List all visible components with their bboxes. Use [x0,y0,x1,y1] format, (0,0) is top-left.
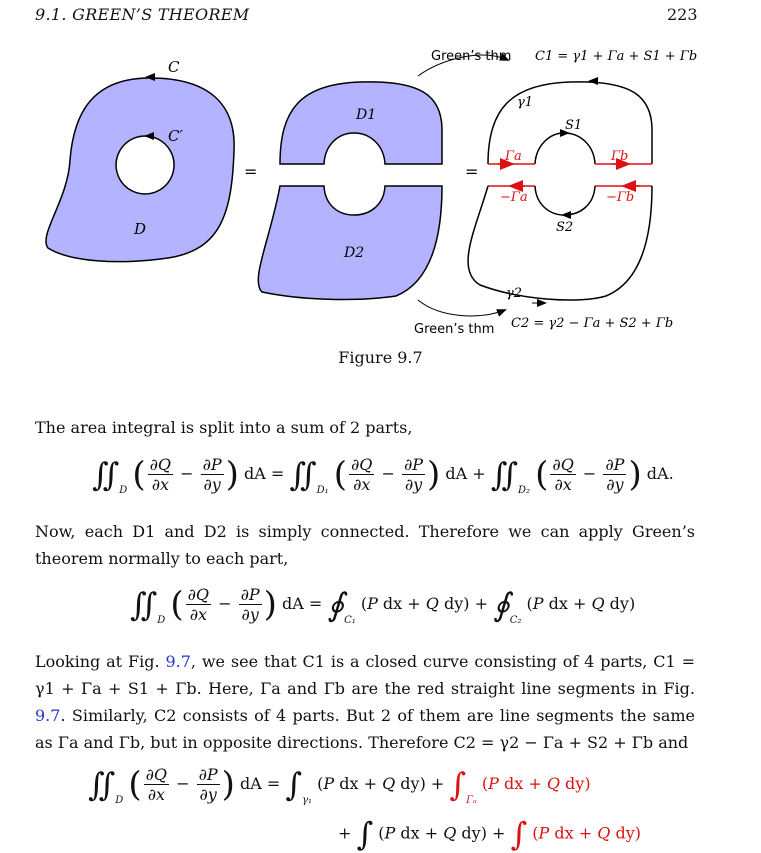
figure-9-7 [0,40,761,340]
label-D2: D2 [344,245,365,261]
paragraph-2: Now, each D1 and D2 is simply connected. Therefore we can apply Green’s theorem normally to each part, [35,522,695,568]
label-D: D [134,220,147,238]
label-Gamma-a: Γa [505,149,522,164]
section-header: 9.1. GREEN’S THEOREM [35,5,250,24]
figure-caption: Figure 9.7 [338,348,423,367]
label-Cprime: C′ [168,127,183,145]
C1-equation: C1 = γ1 + Γa + S1 + Γb [535,49,698,64]
label-S2: S2 [556,220,574,235]
equals-2: = [465,162,479,181]
label-neg-Gamma-b: −Γb [606,190,635,205]
curve-S2 [535,186,595,215]
paragraph-3 [35,648,695,756]
greens-label-bottom: Green’s thm [414,322,495,337]
label-D1: D1 [356,107,377,123]
fig-ref-1[interactable]: 9.7 [165,652,191,671]
C2-equation: C2 = γ2 − Γa + S2 + Γb [511,316,674,331]
equation-1: $∬_D$ ( $\frac{\partial Q}{\partial x}$ − $\frac{\partial P}{\partial y}$ ) dA = $∬_{D_1}$ ( $\frac{\partial Q}{\partial x}$ − $\frac{\partial P}{\partial y}$ ) dA + $∬_{D_2}$ ( $\frac{\partial Q}{\partial x}$ − $\frac{\partial P}{\partial y}$ ) dA. [92,454,674,496]
page-number: 223 [667,5,698,24]
equation-3-line-2: + ∫ (P dx + Q dy) + ∫ (P dx + Q dy) [338,815,641,853]
equation-3-line-1: $∬_D$ ( $\frac{\partial Q}{\partial x}$ − $\frac{\partial P}{\partial y}$ ) dA = $\int_{\gamma_1}$ (P dx + Q $dy) + \int_{\Gamma_a}$ (P dx + Q dy) [88,764,591,806]
region-D2 [258,186,442,299]
fig-ref-2[interactable]: 9.7 [35,706,61,725]
equation-2: $∬_D$ ( $\frac{\partial Q}{\partial x}$ − $\frac{\partial P}{\partial y}$ ) dA = $∮_{C_1}$ (P dx + Q $dy) + ∮_{C_2}$ (P dx + Q dy) [130,584,636,626]
equals-1: = [244,162,258,181]
label-S1: S1 [565,118,583,133]
curve-S1 [535,133,595,164]
label-gamma2: γ2 [506,286,523,301]
label-neg-Gamma-a: −Γa [500,190,528,205]
p3-part-a: Looking at Fig. [35,652,166,671]
greens-arrow-bottom [418,300,505,316]
paragraph-1: The area integral is split into a sum of 2 parts, [35,418,413,437]
label-Gamma-b: Γb [611,149,629,164]
p3-part-b: , we see that C1 is a closed curve consisting of 4 parts, C1 = γ1 + Γa + S1 + Γb. Here, Γa and Γb are the red straight line segments in Fig. [35,652,695,698]
p3-part-c: . Similarly, C2 consists of 4 parts. But 2 of them are line segments the same as Γa and Γb, but in opposite directions. Therefore C2 = γ2 − Γa + S2 + Γb and [35,706,695,752]
label-C: C [168,58,180,76]
label-gamma1: γ1 [517,95,534,110]
greens-label-top: Green’s thm [431,49,512,64]
